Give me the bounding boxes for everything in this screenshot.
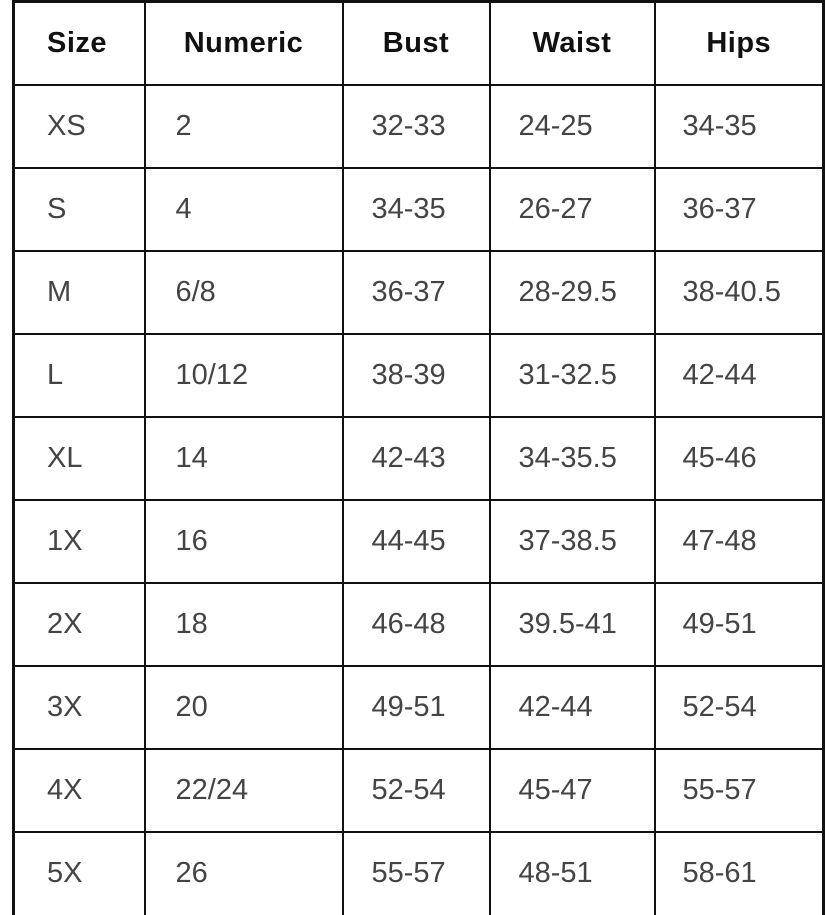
table-row — [14, 417, 824, 500]
header-size: Size — [14, 2, 145, 85]
cell-size: XL — [14, 417, 145, 500]
cell-hips: 47-48 — [655, 500, 824, 583]
cell-waist: 28-29.5 — [490, 251, 655, 334]
table-row — [14, 666, 824, 749]
table-row — [14, 334, 824, 417]
table-row — [14, 168, 824, 251]
cell-numeric: 6/8 — [145, 251, 343, 334]
cell-size: M — [14, 251, 145, 334]
cell-hips: 52-54 — [655, 666, 824, 749]
cell-numeric: 18 — [145, 583, 343, 666]
cell-waist: 45-47 — [490, 749, 655, 832]
cell-bust: 49-51 — [343, 666, 490, 749]
cell-waist: 24-25 — [490, 85, 655, 168]
cell-hips: 55-57 — [655, 749, 824, 832]
cell-waist: 39.5-41 — [490, 583, 655, 666]
table-row — [14, 832, 824, 915]
table-row — [14, 251, 824, 334]
table-row — [14, 500, 824, 583]
cell-hips: 42-44 — [655, 334, 824, 417]
size-chart-body — [14, 85, 824, 915]
cell-hips: 58-61 — [655, 832, 824, 915]
cell-size: 3X — [14, 666, 145, 749]
cell-bust: 52-54 — [343, 749, 490, 832]
cell-bust: 38-39 — [343, 334, 490, 417]
cell-bust: 34-35 — [343, 168, 490, 251]
cell-waist: 42-44 — [490, 666, 655, 749]
header-row — [14, 2, 824, 85]
cell-size: L — [14, 334, 145, 417]
cell-bust: 55-57 — [343, 832, 490, 915]
header-hips: Hips — [655, 2, 824, 85]
size-chart-header — [14, 2, 824, 85]
header-bust: Bust — [343, 2, 490, 85]
cell-numeric: 4 — [145, 168, 343, 251]
cell-waist: 37-38.5 — [490, 500, 655, 583]
cell-hips: 38-40.5 — [655, 251, 824, 334]
cell-size: 1X — [14, 500, 145, 583]
cell-bust: 36-37 — [343, 251, 490, 334]
header-numeric: Numeric — [145, 2, 343, 85]
cell-waist: 34-35.5 — [490, 417, 655, 500]
cell-waist: 48-51 — [490, 832, 655, 915]
cell-bust: 46-48 — [343, 583, 490, 666]
cell-size: 5X — [14, 832, 145, 915]
cell-size: 4X — [14, 749, 145, 832]
cell-numeric: 22/24 — [145, 749, 343, 832]
cell-size: 2X — [14, 583, 145, 666]
cell-bust: 32-33 — [343, 85, 490, 168]
cell-hips: 36-37 — [655, 168, 824, 251]
table-row — [14, 583, 824, 666]
cell-numeric: 2 — [145, 85, 343, 168]
cell-bust: 44-45 — [343, 500, 490, 583]
cell-numeric: 20 — [145, 666, 343, 749]
cell-numeric: 14 — [145, 417, 343, 500]
cell-waist: 31-32.5 — [490, 334, 655, 417]
cell-numeric: 26 — [145, 832, 343, 915]
header-waist: Waist — [490, 2, 655, 85]
size-chart-table — [12, 0, 825, 915]
table-row — [14, 749, 824, 832]
cell-bust: 42-43 — [343, 417, 490, 500]
cell-size: S — [14, 168, 145, 251]
cell-size: XS — [14, 85, 145, 168]
cell-numeric: 16 — [145, 500, 343, 583]
cell-waist: 26-27 — [490, 168, 655, 251]
cell-hips: 34-35 — [655, 85, 824, 168]
cell-hips: 49-51 — [655, 583, 824, 666]
cell-hips: 45-46 — [655, 417, 824, 500]
table-row — [14, 85, 824, 168]
cell-numeric: 10/12 — [145, 334, 343, 417]
